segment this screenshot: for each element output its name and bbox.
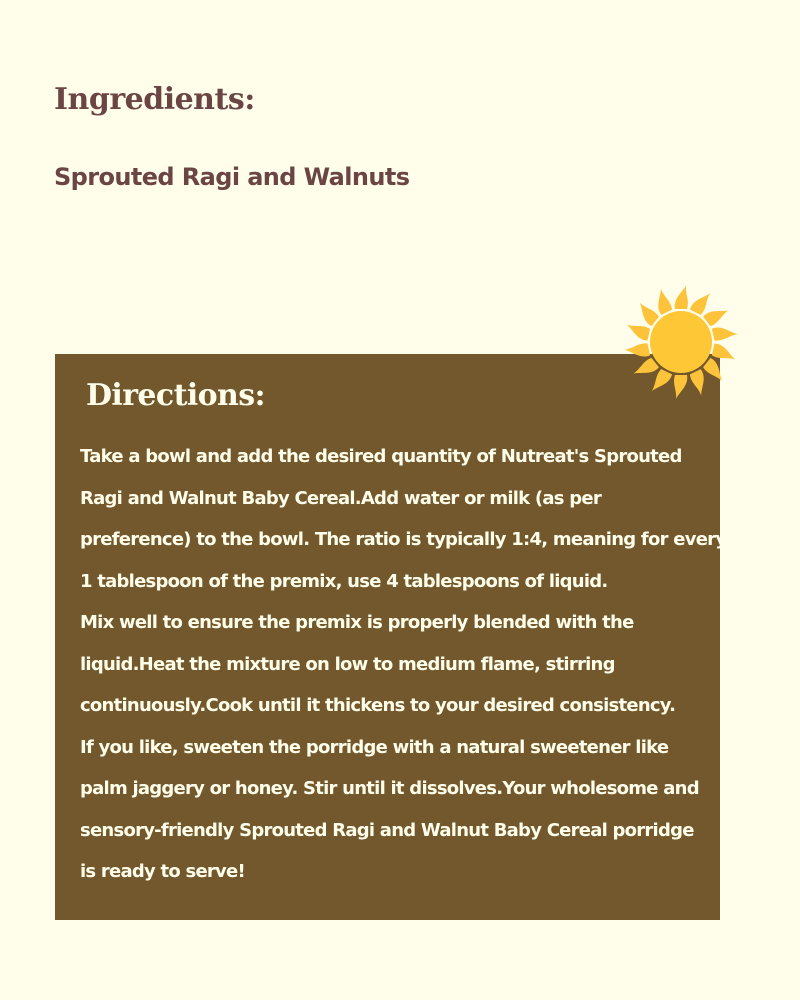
sun-ray xyxy=(624,343,650,361)
direction-line: If you like, sweeten the porridge with a natural sweetener like xyxy=(80,736,669,758)
sun-ray xyxy=(689,369,711,396)
sun-ray xyxy=(675,285,688,309)
directions-panel xyxy=(55,354,727,920)
sun-ray xyxy=(712,343,738,361)
direction-line: palm jaggery or honey. Stir until it dissolves.Your wholesome and xyxy=(80,778,699,799)
sun-core xyxy=(650,311,712,373)
sun-ray xyxy=(690,288,712,315)
direction-line: Ragi and Walnut Baby Cereal.Add water or milk (as per xyxy=(80,487,601,509)
directions-body xyxy=(80,436,727,893)
direction-line: 1 tablespoon of the premix, use 4 tablespoons of liquid. xyxy=(80,570,608,592)
sun-ray xyxy=(633,301,660,326)
sun-ray xyxy=(632,357,659,382)
sun-ray xyxy=(650,369,672,396)
sun-ray xyxy=(712,323,738,341)
direction-line: continuously.Cook until it thickens to your desired consistency. xyxy=(80,695,676,716)
sun-icon xyxy=(622,283,740,401)
direction-line: Take a bowl and add the desired quantity of Nutreat's Sprouted xyxy=(80,446,682,467)
direction-line: sensory-friendly Sprouted Ragi and Walnut Baby Cereal porridge xyxy=(80,819,694,841)
direction-line: preference) to the bowl. The ratio is typically 1:4, meaning for every xyxy=(80,529,727,550)
ingredient-item: Sprouted Ragi and Walnuts xyxy=(54,163,410,191)
sun-ray xyxy=(651,288,673,315)
ingredients-heading: Ingredients: xyxy=(54,82,255,117)
direction-line: liquid.Heat the mixture on low to medium flame, stirring xyxy=(80,653,615,675)
sun-ray xyxy=(674,375,687,399)
sun-ray xyxy=(624,323,650,341)
directions-heading: Directions: xyxy=(86,378,266,413)
sun-ray xyxy=(702,358,729,383)
direction-line: Mix well to ensure the premix is properly blended with the xyxy=(80,612,634,633)
direction-line: is ready to serve! xyxy=(80,861,245,882)
sun-ray xyxy=(703,302,730,327)
